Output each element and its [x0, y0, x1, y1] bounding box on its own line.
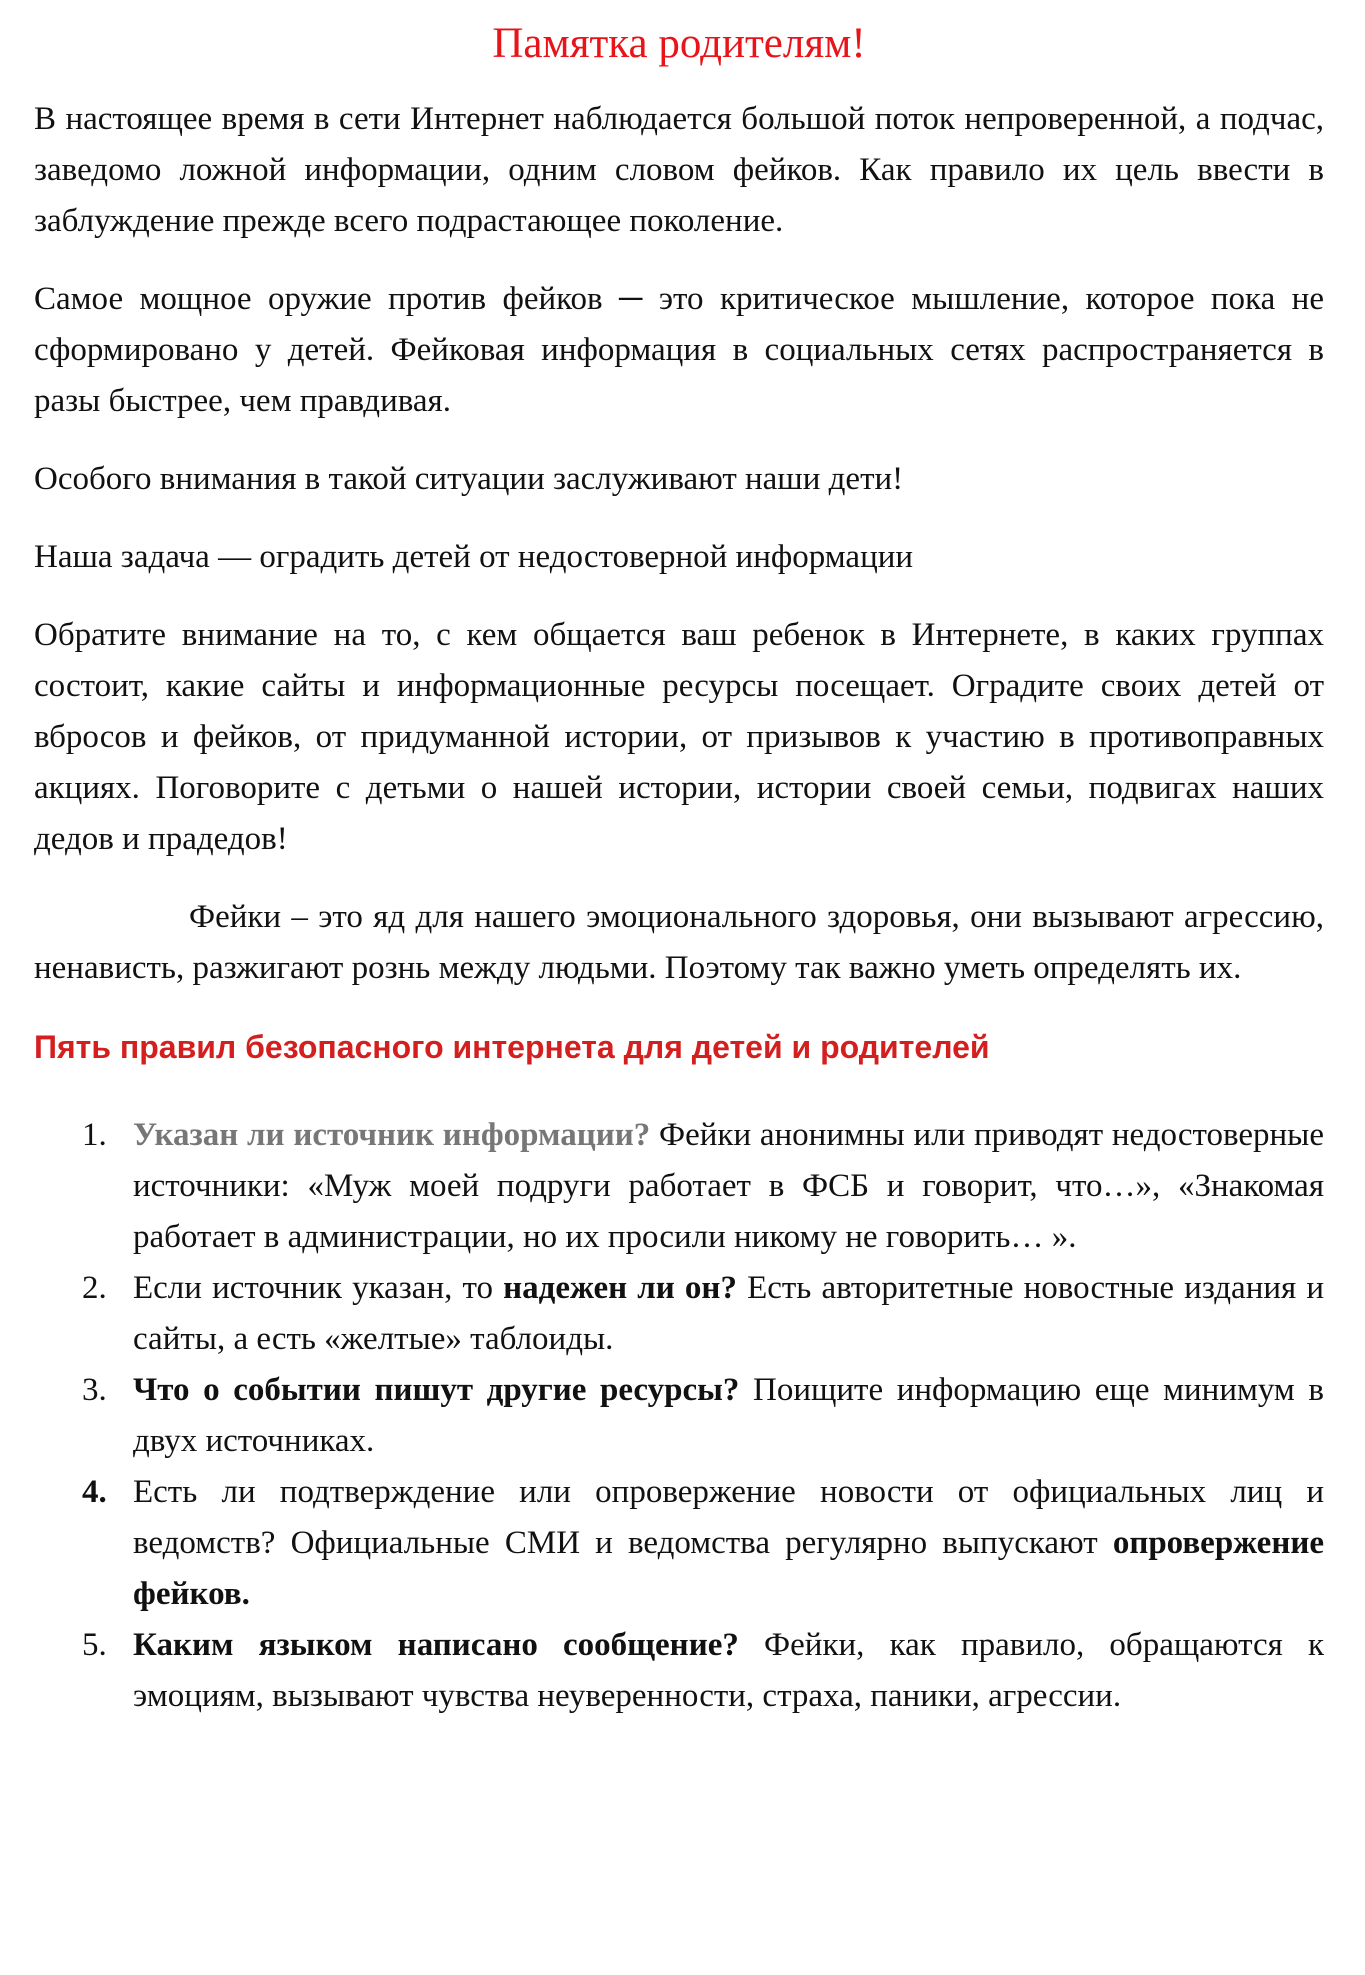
rule-number: 1.	[82, 1117, 107, 1153]
rule-item-4	[34, 1467, 1324, 1620]
rules-heading: Пять правил безопасного интернета для детей и родителей	[34, 1029, 990, 1065]
intro-paragraph: В настоящее время в сети Интернет наблюдается большой поток непроверенной, а подчас, заведомо ложной информации, одним словом фейков. Как правило их цель ввести в заблуждение прежде всего подрастающее поколение.	[34, 101, 1324, 239]
rule-text: Есть авторитетные новостные издания и сайты, а есть «желтые» таблоиды.	[133, 1270, 1324, 1357]
rules-list	[34, 1110, 1324, 1722]
rule-lead: Указан ли источник информации?	[133, 1117, 651, 1153]
memo-document	[34, 14, 1324, 1722]
advice-paragraph: Обратите внимание на то, с кем общается ваш ребенок в Интернете, в каких группах состоит, какие сайты и информационные ресурсы посещает. Оградите своих детей от вбросов и фейков, от придуманной истории, от призывов к участию в противоправных акциях. Поговорите с детьми о нашей истории, истории своей семьи, подвигах наших дедов и прадедов!	[34, 617, 1324, 857]
rule-text: Фейки, как правило, обращаются к эмоциям, вызывают чувства неуверенности, страха, паники, агрессии.	[133, 1627, 1324, 1714]
rule-prefix: Если источник указан, то	[133, 1270, 504, 1306]
rule-item-3	[34, 1365, 1324, 1467]
rule-item-1	[34, 1110, 1324, 1263]
task-paragraph: Наша задача — оградить детей от недостоверной информации	[34, 539, 914, 575]
rule-bold: опровержение фейков.	[133, 1525, 1324, 1612]
rule-bold: Что о событии пишут другие ресурсы?	[133, 1372, 740, 1408]
rule-text: Фейки анонимны или приводят недостоверные источники: «Муж моей подруги работает в ФСБ и говорит, что…», «Знакомая работает в администрации, но их просили никому не говорить… ».	[133, 1117, 1324, 1255]
rule-bold: надежен ли он?	[503, 1270, 737, 1306]
rule-number: 5.	[82, 1627, 107, 1663]
rule-prefix: Есть ли подтверждение или опровержение новости от официальных лиц и ведомств? Официальные СМИ и ведомства регулярно выпускают	[133, 1474, 1324, 1561]
rule-number: 4.	[82, 1474, 107, 1510]
rule-number: 3.	[82, 1372, 107, 1408]
page-title: Памятка родителям!	[492, 20, 866, 67]
fakes-poison-paragraph: Фейки – это яд для нашего эмоционального здоровья, они вызывают агрессию, ненависть, разжигают рознь между людьми. Поэтому так важно уметь определять их.	[34, 899, 1324, 986]
critical-thinking-paragraph: Самое мощное оружие против фейков ─ это критическое мышление, которое пока не сформировано у детей. Фейковая информация в социальных сетях распространяется в разы быстрее, чем правдивая.	[34, 281, 1324, 419]
children-attention-paragraph: Особого внимания в такой ситуации заслуживают наши дети!	[34, 461, 904, 497]
rule-text: Поищите информацию еще минимум в двух источниках.	[133, 1372, 1324, 1459]
rule-bold: Каким языком написано сообщение?	[133, 1627, 739, 1663]
rule-item-2	[34, 1263, 1324, 1365]
rule-number: 2.	[82, 1270, 107, 1306]
rule-item-5	[34, 1620, 1324, 1722]
